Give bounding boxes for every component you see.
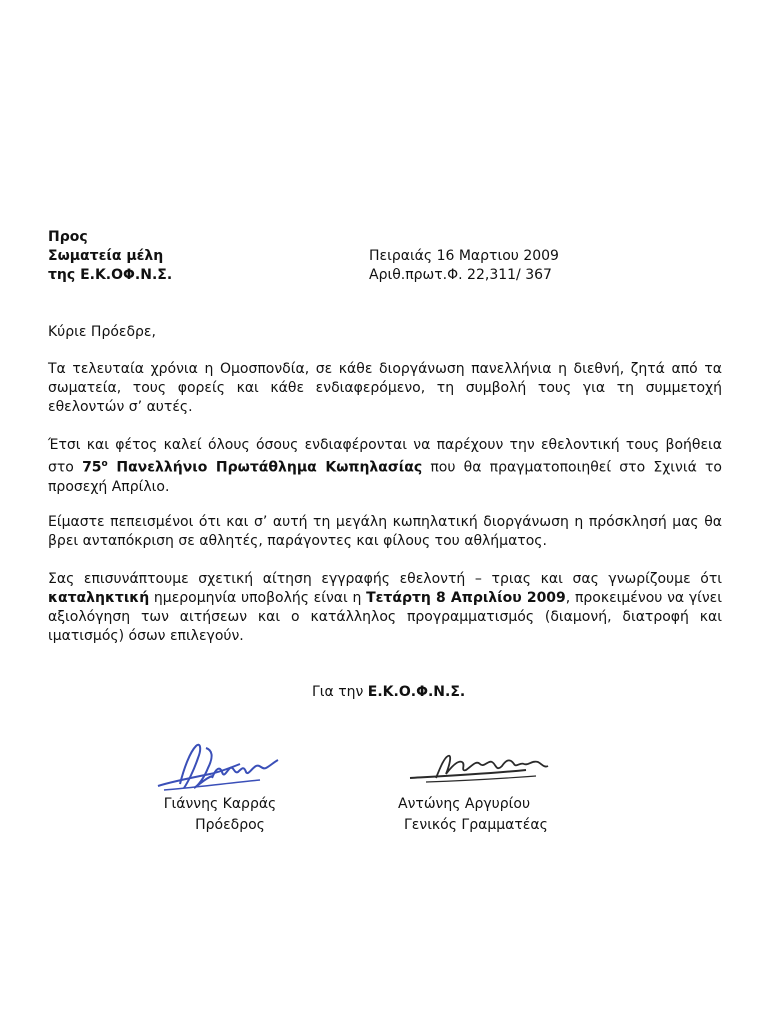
signatory-1-name: Γιάννης Καρράς bbox=[163, 796, 277, 812]
signatory-2-name: Αντώνης Αργυρίου bbox=[398, 796, 531, 812]
paragraph-4-text-c: , προκειμένου να γίνει αξιολόγηση των αιτήσεων και ο κατάλληλος προγραμματισμός (διαμονή, διατροφή και ιματισμός) όσων επιλεγούν. bbox=[48, 590, 722, 644]
recipient-line-1: Προς bbox=[48, 229, 88, 245]
signature-argyriou bbox=[406, 748, 556, 788]
championship-number: 75 bbox=[82, 459, 102, 476]
paragraph-2-text-a: Έτσι και φέτος καλεί όλους όσους ενδιαφέρονται να παρέχουν την εθελοντική τους βοήθεια στο bbox=[48, 437, 722, 476]
recipient-org: Ε.Κ.ΟΦ.Ν.Σ. bbox=[80, 267, 173, 283]
paragraph-4-text-a: Σας επισυνάπτουμε σχετική αίτηση εγγραφής εθελοντή – τριας και σας γνωρίζουμε ότι bbox=[48, 571, 722, 587]
ordinal-suffix: ο bbox=[101, 459, 108, 469]
championship-name: Πανελλήνιο Πρωτάθλημα Κωπηλασίας bbox=[107, 459, 423, 476]
deadline-label: καταληκτική bbox=[48, 590, 150, 606]
place-date: Πειραιάς 16 Μαρτιου 2009 bbox=[369, 248, 559, 264]
paragraph-2-text-b: που θα πραγματοποιηθεί στο Σχινιά το προσεχή Απρίλιο. bbox=[48, 459, 722, 495]
paragraph-4 bbox=[48, 570, 722, 646]
signatory-2-title: Γενικός Γραμματέας bbox=[404, 817, 548, 833]
recipient-line-2: Σωματεία μέλη bbox=[48, 248, 164, 264]
recipient-prefix: της bbox=[48, 267, 81, 283]
deadline-date: Τετάρτη 8 Απριλίου 2009 bbox=[366, 590, 566, 606]
closing-line bbox=[312, 684, 465, 700]
paragraph-3-text: Είμαστε πεπεισμένοι ότι και σ’ αυτή τη μεγάλη κωπηλατική διοργάνωση η πρόσκλησή μας θα βρει ανταπόκριση σε αθλητές, παράγοντες και φίλους του αθλήματος. bbox=[48, 514, 722, 549]
paragraph-2 bbox=[48, 436, 722, 497]
signature-karras bbox=[150, 738, 290, 798]
closing-prefix: Για την bbox=[312, 684, 368, 700]
salutation: Κύριε Πρόεδρε, bbox=[48, 324, 156, 340]
paragraph-1 bbox=[48, 360, 722, 417]
paragraph-1-text: Τα τελευταία χρόνια η Ομοσπονδία, σε κάθε διοργάνωση πανελλήνια η διεθνή, ζητά από τα σωματεία, τους φορείς και κάθε ενδιαφερόμενο, τη συμβολή τους για τη συμμετοχή εθελοντών σ’ αυτές. bbox=[48, 361, 722, 415]
protocol-number: Αριθ.πρωτ.Φ. 22,311/ 367 bbox=[369, 267, 552, 283]
signatory-1-title: Πρόεδρος bbox=[195, 817, 265, 833]
closing-org: Ε.Κ.Ο.Φ.Ν.Σ. bbox=[367, 684, 466, 700]
paragraph-4-text-b: ημερομηνία υποβολής είναι η bbox=[149, 590, 367, 606]
recipient-line-3 bbox=[48, 267, 172, 283]
paragraph-3 bbox=[48, 513, 722, 551]
